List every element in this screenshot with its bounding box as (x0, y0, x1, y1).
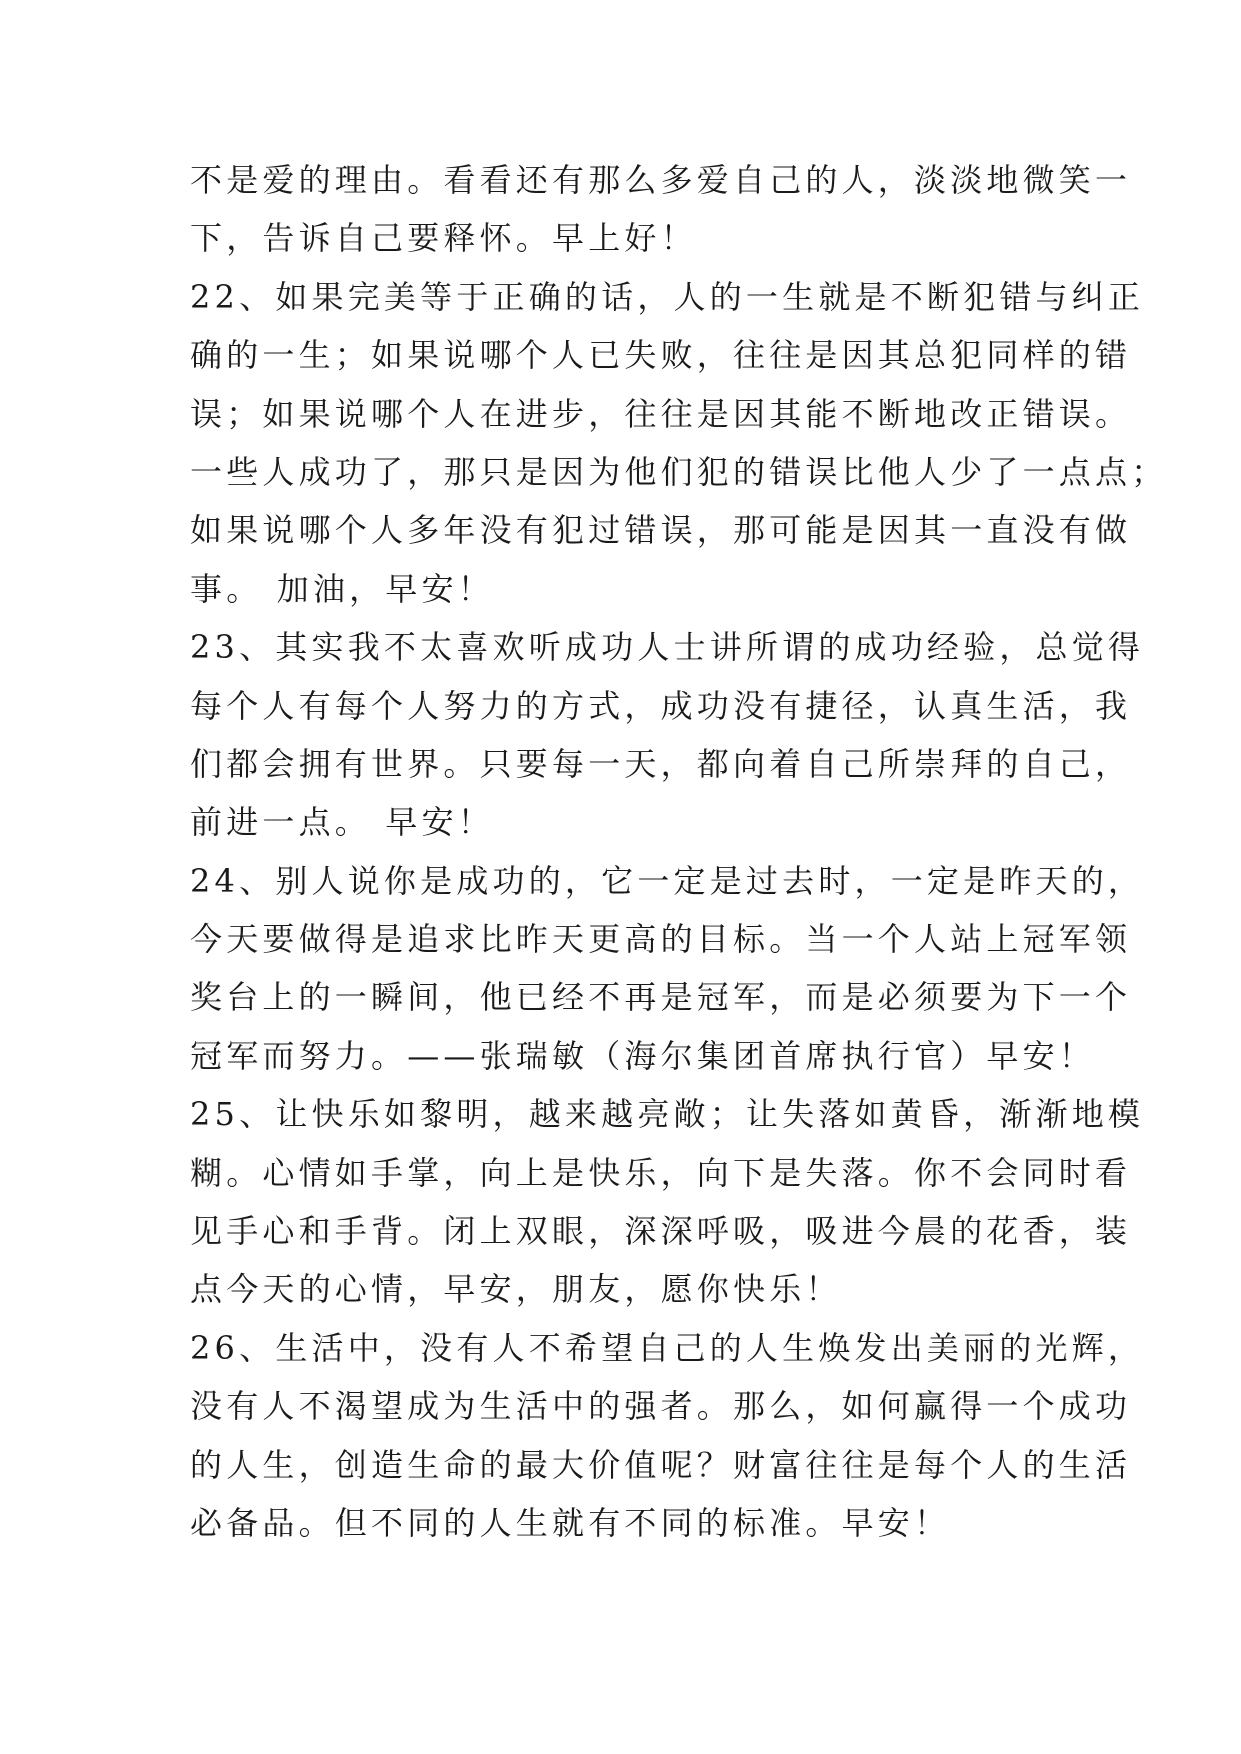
text-line: 误；如果说哪个人在进步，往往是因其能不断地改正错误。 (190, 394, 1132, 433)
text-line: 一些人成功了，那只是因为他们犯的错误比他人少了一点点； (190, 452, 1168, 491)
text-line: 的人生，创造生命的最大价值呢？财富往往是每个人的生活 (190, 1445, 1132, 1484)
text-line: 们都会拥有世界。只要每一天，都向着自己所崇拜的自己， (190, 744, 1132, 783)
document-body (190, 151, 1168, 1552)
text-line: 没有人不渴望成为生活中的强者。那么，如何赢得一个成功 (190, 1387, 1132, 1426)
text-line: 奖台上的一瞬间，他已经不再是冠军，而是必须要为下一个 (190, 978, 1132, 1017)
text-line: 下，告诉自己要释怀。早上好！ (190, 219, 697, 258)
text-line: 必备品。但不同的人生就有不同的标准。早安！ (190, 1503, 951, 1542)
text-line: 不是爱的理由。看看还有那么多爱自己的人，淡淡地微笑一 (190, 161, 1132, 199)
text-line: 24、别人说你是成功的，它一定是过去时，一定是昨天的， (190, 861, 1145, 900)
text-line: 26、生活中，没有人不希望自己的人生焕发出美丽的光辉， (190, 1328, 1145, 1367)
text-line: 事。 加油，早安！ (190, 569, 494, 608)
text-line: 见手心和手背。闭上双眼，深深呼吸，吸进今晨的花香，装 (190, 1212, 1132, 1251)
text-line: 25、让快乐如黎明，越来越亮敞；让失落如黄昏，渐渐地模 (190, 1095, 1145, 1134)
text-line: 点今天的心情，早安，朋友，愿你快乐！ (190, 1270, 842, 1309)
text-line: 今天要做得是追求比昨天更高的目标。当一个人站上冠军领 (190, 920, 1132, 959)
text-line: 冠军而努力。——张瑞敏（海尔集团首席执行官）早安！ (190, 1036, 1096, 1075)
text-line: 糊。心情如手掌，向上是快乐，向下是失落。你不会同时看 (190, 1153, 1132, 1192)
text-line: 确的一生；如果说哪个人已失败，往往是因其总犯同样的错 (190, 336, 1132, 375)
text-line: 如果说哪个人多年没有犯过错误，那可能是因其一直没有做 (190, 511, 1132, 550)
text-line: 每个人有每个人努力的方式，成功没有捷径，认真生活，我 (190, 686, 1132, 725)
text-line: 22、如果完美等于正确的话，人的一生就是不断犯错与纠正 (190, 277, 1145, 316)
text-line: 23、其实我不太喜欢听成功人士讲所谓的成功经验，总觉得 (190, 628, 1145, 667)
text-line: 前进一点。 早安！ (190, 803, 494, 842)
